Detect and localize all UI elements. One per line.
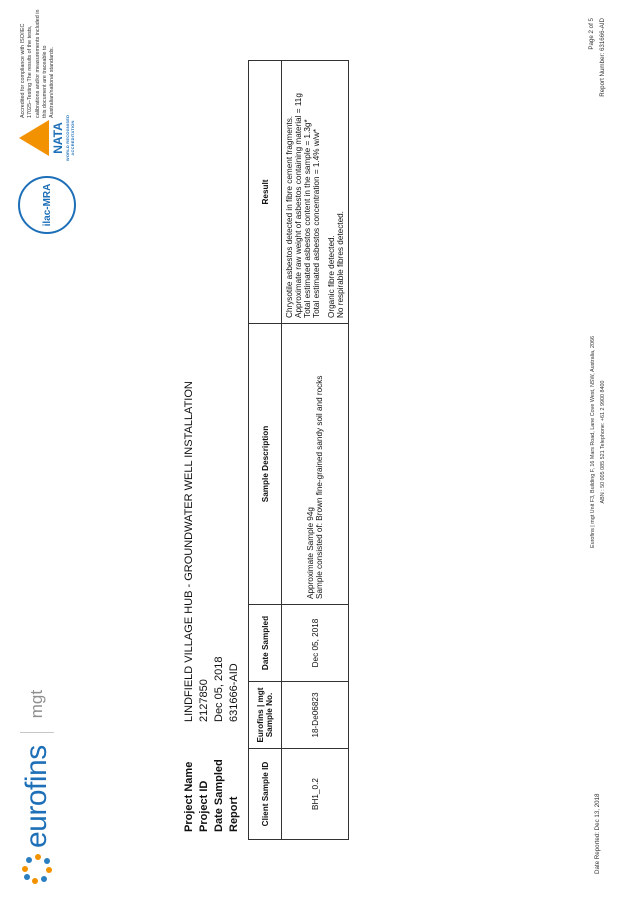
result-line-2: Approximate raw weight of asbestos containing material = 11g xyxy=(294,93,303,318)
project-name-value: LINDFIELD VILLAGE HUB - GROUNDWATER WELL INSTALLATION xyxy=(183,381,195,722)
footer-abn: ABN : 50 005 085 521 Telephone: +61 2 9900 8400 xyxy=(600,380,606,504)
footer-page-number: Page 2 of 5 xyxy=(588,18,595,50)
result-line-3: Total estimated asbestos content in the sample = 1.3g* xyxy=(303,119,312,318)
description-line-1: Approximate Sample 94g xyxy=(306,507,315,599)
date-sampled-value: Dec 05, 2018 xyxy=(213,656,225,722)
header-eurofins-sample-no xyxy=(249,682,282,749)
ilac-mra-seal-icon xyxy=(18,176,76,234)
footer-address: Eurofins | mgt Unit F3, Building F, 16 Mars Road, Lane Cove West, NSW, Australia, 2066 xyxy=(590,336,596,548)
report-label: Report xyxy=(228,796,240,832)
header-eurofins-line-2: Sample No. xyxy=(265,692,274,738)
cell-date-sampled: Dec 05, 2018 xyxy=(282,605,349,682)
cell-client-sample-id: BH1_0.2 xyxy=(282,749,349,840)
nata-subtitle: WORLD RECOGNISED ACCREDITATION xyxy=(65,114,75,162)
project-name-label: Project Name xyxy=(183,761,195,832)
report-value: 631666-AID xyxy=(228,663,240,722)
accreditation-statement: Accredited for compliance with ISO/IEC 17025–Testing The results of the tests, calibrations and/or measurements included in this document are traceable to Australian/national standards. xyxy=(20,9,56,118)
result-line-4: Total estimated asbestos concentration = 1.4% w/w* xyxy=(312,128,321,318)
ilac-label: ilac-MRA xyxy=(41,183,53,227)
table-header-row xyxy=(249,61,282,840)
accreditation-badges xyxy=(18,110,76,234)
header-eurofins-line-1: Eurofins | mgt xyxy=(256,687,265,743)
header-client-sample-id: Client Sample ID xyxy=(249,749,282,840)
project-id-row xyxy=(197,381,212,832)
project-details xyxy=(182,381,242,832)
header-sample-description: Sample Description xyxy=(249,324,282,605)
nata-badge xyxy=(19,110,75,166)
nata-triangle-icon xyxy=(19,120,49,156)
nata-label: NATA xyxy=(51,122,65,154)
footer-page-info xyxy=(586,18,608,97)
footer-date-reported: Date Reported: Dec 13, 2018 xyxy=(594,793,601,874)
result-line-1: Chrysotile asbestos detected in fibre cement fragments. xyxy=(285,115,294,318)
eurofins-logo xyxy=(20,690,54,884)
project-name-row xyxy=(182,381,197,832)
report-row xyxy=(227,381,242,832)
logo-divider xyxy=(20,732,54,733)
footer-company-info xyxy=(588,232,608,652)
header-result: Result xyxy=(249,61,282,324)
table-row xyxy=(282,61,349,840)
date-sampled-label: Date Sampled xyxy=(213,759,225,832)
result-line-6: No respirable fibres detected. xyxy=(336,211,345,318)
cell-result xyxy=(282,61,349,324)
footer-report-number: Report Number: 631666-AID xyxy=(599,18,606,97)
eurofins-dots-icon xyxy=(22,854,52,884)
description-line-2: Sample consisted of: Brown fine-grained sandy soil and rocks xyxy=(315,375,324,599)
header-date-sampled: Date Sampled xyxy=(249,605,282,682)
cell-eurofins-sample-no: 18-De06823 xyxy=(282,682,349,749)
cell-sample-description xyxy=(282,324,349,605)
date-sampled-row xyxy=(212,381,227,832)
project-id-value: 2127850 xyxy=(198,679,210,722)
result-line-5: Organic fibre detected. xyxy=(327,235,336,318)
project-id-label: Project ID xyxy=(198,780,210,832)
brand-division: mgt xyxy=(27,689,46,719)
results-table xyxy=(248,60,349,840)
brand-name: eurofins xyxy=(20,745,53,848)
